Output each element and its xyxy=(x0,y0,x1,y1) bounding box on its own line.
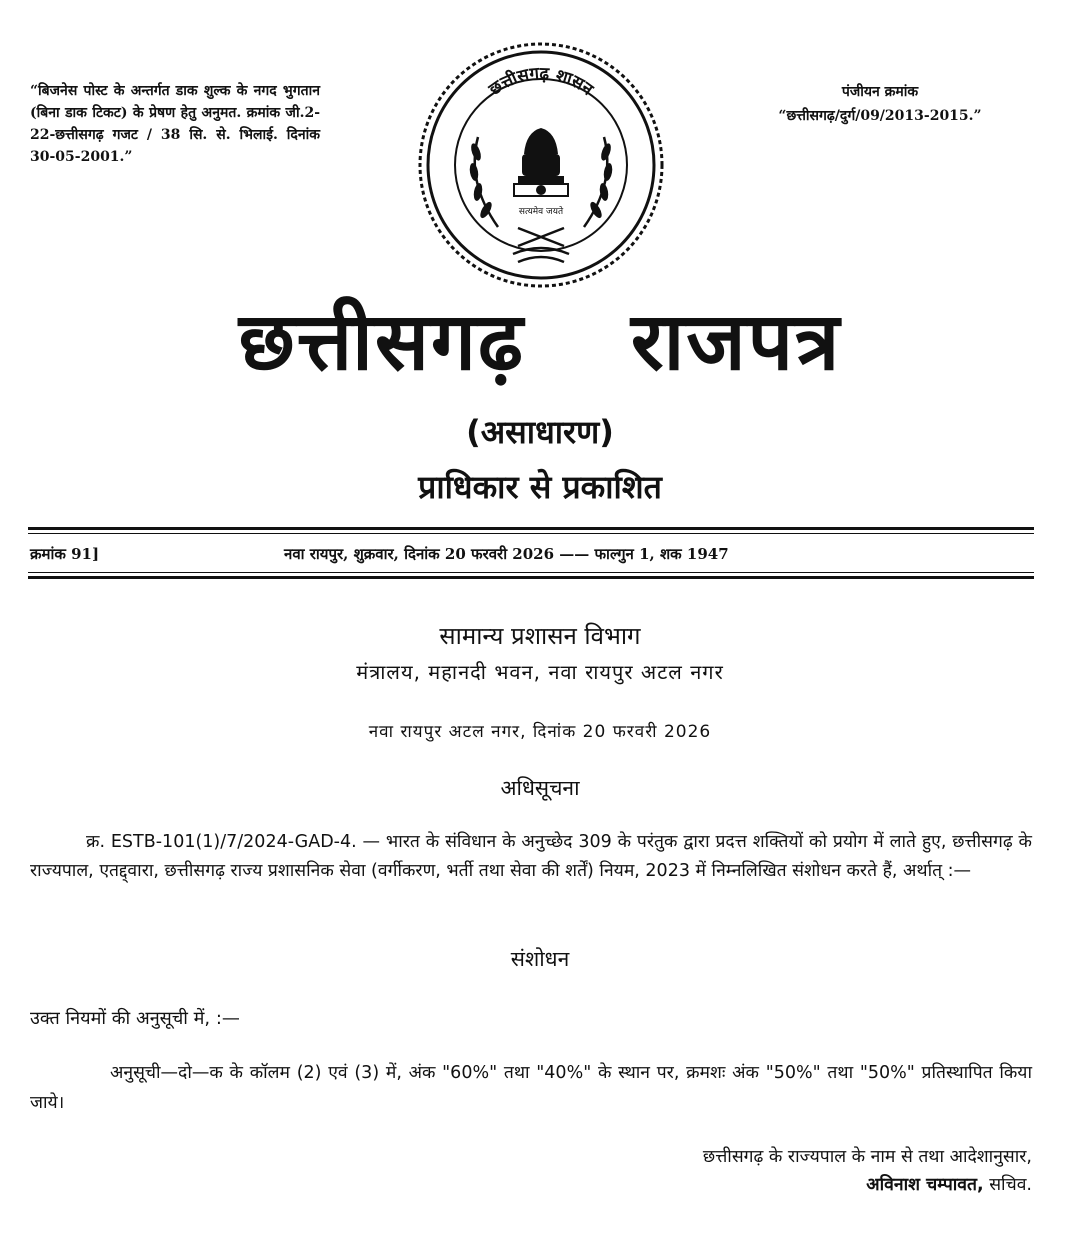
signature-order-line: छत्तीसगढ़ के राज्यपाल के नाम से तथा आदेशानुसार, xyxy=(702,1147,1032,1167)
signatory-title: सचिव. xyxy=(989,1175,1032,1195)
department-name: सामान्य प्रशासन विभाग xyxy=(439,622,641,650)
issue-date-line: नवा रायपुर, शुक्रवार, दिनांक 20 फरवरी 2026 —— फाल्गुन 1, शक 1947 xyxy=(284,545,729,563)
top-rule-thick xyxy=(28,527,1034,530)
issue-number: क्रमांक 91] xyxy=(30,545,100,563)
registration-label: पंजीयन क्रमांक xyxy=(841,84,919,100)
notification-heading: अधिसूचना xyxy=(500,776,580,800)
signatory-name: अविनाश चम्पावत, xyxy=(866,1175,984,1195)
department-address: मंत्रालय, महानदी भवन, नवा रायपुर अटल नगर xyxy=(356,660,724,684)
notice-place-date: नवा रायपुर अटल नगर, दिनांक 20 फरवरी 2026 xyxy=(368,722,712,742)
edition-label: (असाधारण) xyxy=(466,413,614,451)
signature-block xyxy=(866,1170,1032,1200)
registration-block xyxy=(730,80,1030,128)
gazette-title xyxy=(0,292,1080,392)
schedule-amendment-text: अनुसूची—दो—क के कॉलम (2) एवं (3) में, अंक "60%" तथा "40%" के स्थान पर, क्रमशः अंक "50%" तथा "50%" प्रतिस्थापित किया जाये। xyxy=(30,1063,1032,1113)
postal-permit-note: “बिजनेस पोस्ट के अन्तर्गत डाक शुल्क के नगद भुगतान (बिना डाक टिकट) के प्रेषण हेतु अनुमत. क्रमांक जी.2-22-छत्तीसगढ़ गजट / 38 सि. से. भिलाई. दिनांक 30-05-2001.” xyxy=(30,83,320,165)
authority-label: प्राधिकार से प्रकाशित xyxy=(418,468,662,506)
gazette-title-state: छत्तीसगढ़ xyxy=(238,295,525,388)
notification-body: क्र. ESTB-101(1)/7/2024-GAD-4. — भारत के संविधान के अनुच्छेद 309 के परंतुक द्वारा प्रदत्त शक्तियों को प्रयोग में लाते हुए, छत्तीसगढ़ के राज्यपाल, एतद्द्वारा, छत्तीसगढ़ राज्य प्रशासनिक सेवा (वर्गीकरण, भर्ती तथा सेवा की शर्तें) नियम, 2023 में निम्नलिखित संशोधन करते हैं, अर्थात् :— xyxy=(30,832,1032,881)
top-rule-thin xyxy=(28,533,1034,534)
bottom-rule-thick xyxy=(28,576,1034,579)
amendment-heading: संशोधन xyxy=(510,947,570,971)
state-emblem-seal xyxy=(418,42,664,288)
gazette-title-rajpatra: राजपत्र xyxy=(630,295,842,388)
svg-text:छत्तीसगढ़ शासन xyxy=(485,64,598,101)
seal-top-text: छत्तीसगढ़ शासन xyxy=(485,63,597,100)
rules-schedule-line: उक्त नियमों की अनुसूची में, :— xyxy=(30,1008,240,1029)
bottom-rule-thin xyxy=(28,572,1034,573)
registration-number: “छत्तीसगढ़/दुर्ग/09/2013-2015.” xyxy=(778,108,982,124)
seal-motto: सत्यमेव जयते xyxy=(518,207,564,217)
